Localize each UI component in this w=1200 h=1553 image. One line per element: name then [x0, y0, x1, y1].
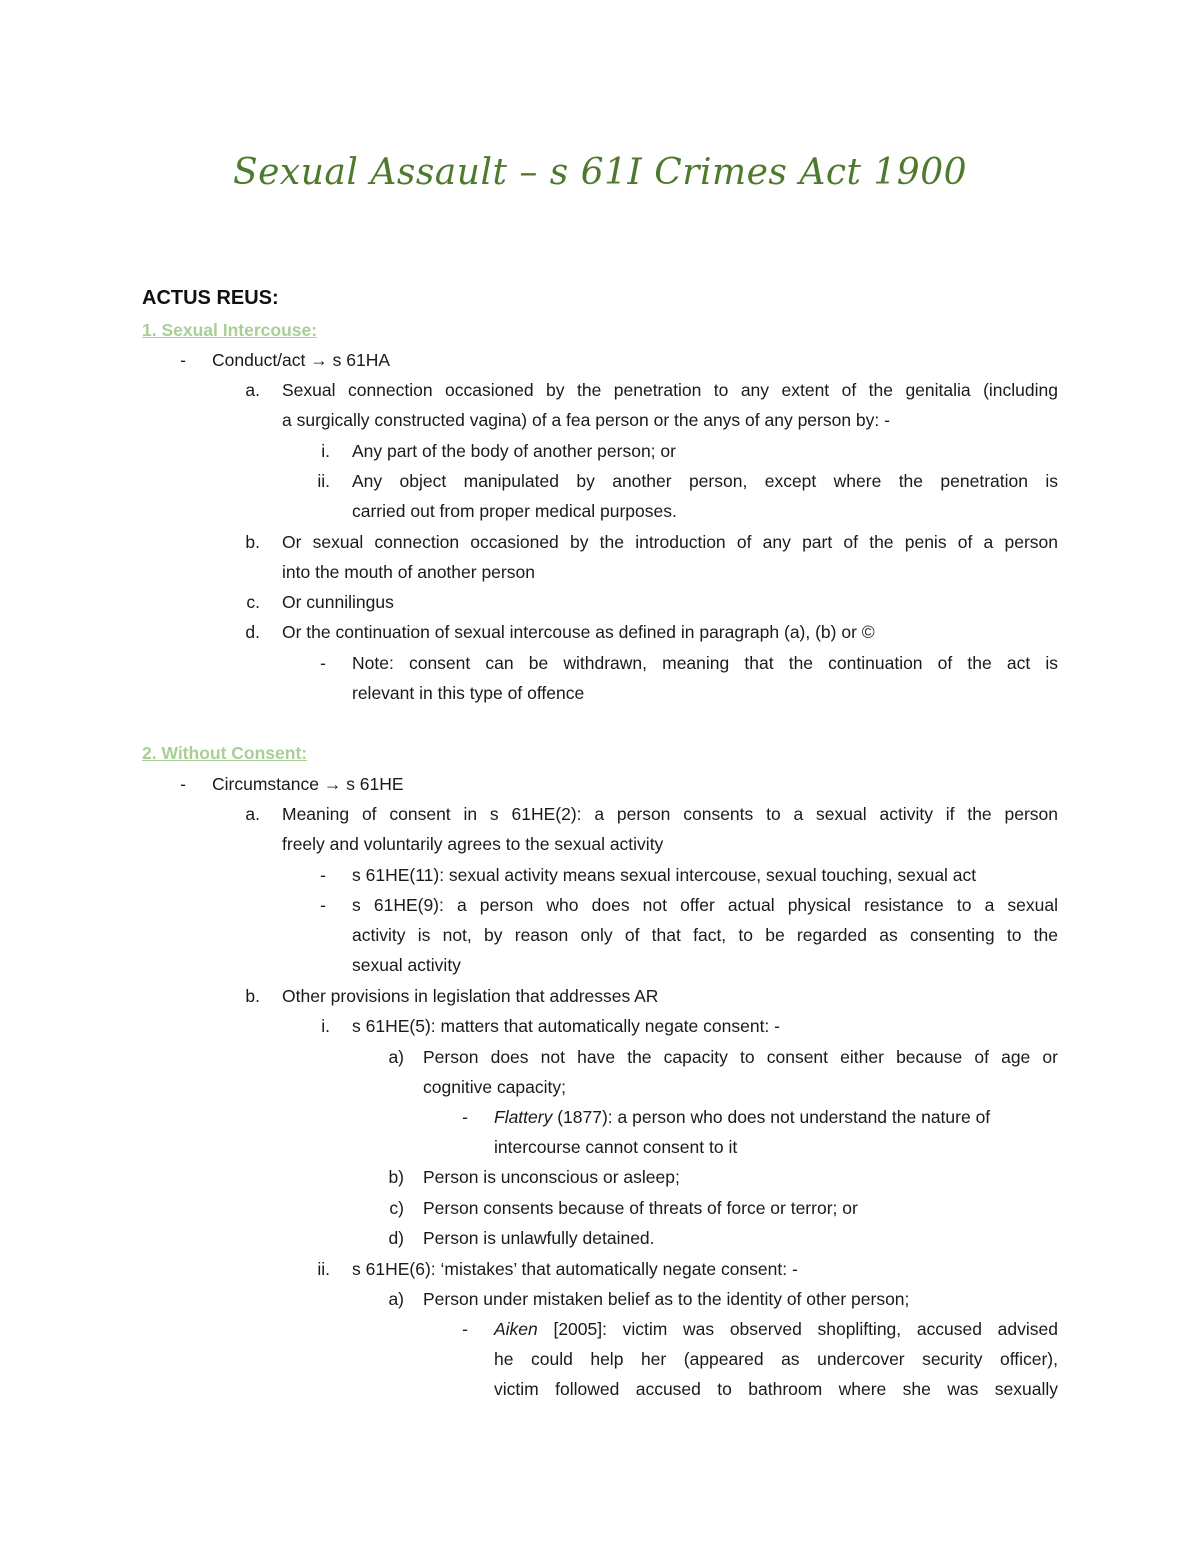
list-marker: b. — [245, 986, 260, 1006]
list-marker: d) — [388, 1228, 404, 1248]
bullet-dash: - — [180, 350, 186, 370]
list-marker: c) — [389, 1198, 404, 1218]
list-item: s 61HE(9): a person who does not offer actual physical resistance to a sexual — [352, 895, 1058, 915]
list-item: Other provisions in legislation that addresses AR — [282, 986, 659, 1006]
list-marker: i. — [321, 441, 330, 461]
list-item: Or the continuation of sexual intercouse as defined in paragraph (a), (b) or © — [282, 622, 875, 642]
bullet-dash: - — [320, 653, 326, 673]
list-marker: a) — [388, 1289, 404, 1309]
list-item: Meaning of consent in s 61HE(2): a person consents to a sexual activity if the person — [282, 804, 1058, 824]
list-marker: c. — [246, 592, 260, 612]
list-item — [494, 1106, 990, 1128]
list-item: Person does not have the capacity to consent either because of age or — [423, 1047, 1058, 1067]
list-item-continued: a surgically constructed vagina) of a fea person or the anys of any person by: - — [282, 410, 890, 430]
list-marker: a) — [388, 1047, 404, 1067]
list-item: s 61HE(6): ‘mistakes’ that automatically negate consent: - — [352, 1259, 798, 1279]
list-item-continued: intercourse cannot consent to it — [494, 1137, 738, 1157]
list-item: Circumstance → s 61HE — [212, 774, 404, 794]
list-marker: a. — [245, 380, 260, 400]
list-marker: d. — [245, 622, 260, 642]
document-title: Sexual Assault – s 61I Crimes Act 1900 — [232, 152, 968, 193]
list-item-continued: into the mouth of another person — [282, 562, 535, 582]
list-item — [494, 1318, 1058, 1340]
list-item: Any part of the body of another person; or — [352, 441, 676, 461]
list-item: Person under mistaken belief as to the identity of other person; — [423, 1289, 910, 1309]
case-name: Aiken — [494, 1319, 538, 1339]
list-item-continued: activity is not, by reason only of that fact, to be regarded as consenting to the — [352, 925, 1058, 945]
bullet-dash: - — [320, 895, 326, 915]
list-item: Conduct/act → s 61HA — [212, 350, 390, 370]
case-summary: (1877): a person who does not understand the nature of — [552, 1107, 991, 1127]
list-marker: b) — [388, 1167, 404, 1187]
case-summary: [2005]: victim was observed shoplifting, accused advised — [537, 1319, 1058, 1339]
actus-reus-heading: ACTUS REUS: — [142, 287, 279, 309]
list-marker: b. — [245, 532, 260, 552]
list-item-continued: freely and voluntarily agrees to the sexual activity — [282, 834, 664, 854]
list-item: Note: consent can be withdrawn, meaning that the continuation of the act is — [352, 653, 1058, 673]
bullet-dash: - — [320, 865, 326, 885]
bullet-dash: - — [462, 1319, 468, 1339]
case-name: Flattery — [494, 1107, 553, 1127]
list-item: Person is unlawfully detained. — [423, 1228, 655, 1248]
list-item: Person is unconscious or asleep; — [423, 1167, 680, 1187]
list-marker: ii. — [317, 1259, 330, 1279]
list-item-continued: victim followed accused to bathroom where she was sexually — [494, 1379, 1058, 1399]
list-item-continued: sexual activity — [352, 955, 461, 975]
list-item: Or cunnilingus — [282, 592, 394, 612]
list-item: Any object manipulated by another person, except where the penetration is — [352, 471, 1058, 491]
list-item-continued: cognitive capacity; — [423, 1077, 566, 1097]
list-item: Sexual connection occasioned by the penetration to any extent of the genitalia (including — [282, 380, 1058, 400]
bullet-dash: - — [180, 774, 186, 794]
list-item: Person consents because of threats of force or terror; or — [423, 1198, 858, 1218]
list-item-continued: relevant in this type of offence — [352, 683, 585, 703]
section-heading-without-consent: 2. Without Consent: — [142, 743, 308, 763]
list-item: s 61HE(5): matters that automatically negate consent: - — [352, 1016, 780, 1036]
list-item-continued: he could help her (appeared as undercover security officer), — [494, 1349, 1058, 1369]
list-item: Or sexual connection occasioned by the introduction of any part of the penis of a person — [282, 532, 1058, 552]
list-marker: ii. — [317, 471, 330, 491]
list-marker: a. — [245, 804, 260, 824]
list-item: s 61HE(11): sexual activity means sexual intercouse, sexual touching, sexual act — [352, 865, 977, 885]
list-item-continued: carried out from proper medical purposes. — [352, 501, 677, 521]
bullet-dash: - — [462, 1107, 468, 1127]
list-marker: i. — [321, 1016, 330, 1036]
section-heading-sexual-intercourse: 1. Sexual Intercouse: — [142, 320, 318, 340]
